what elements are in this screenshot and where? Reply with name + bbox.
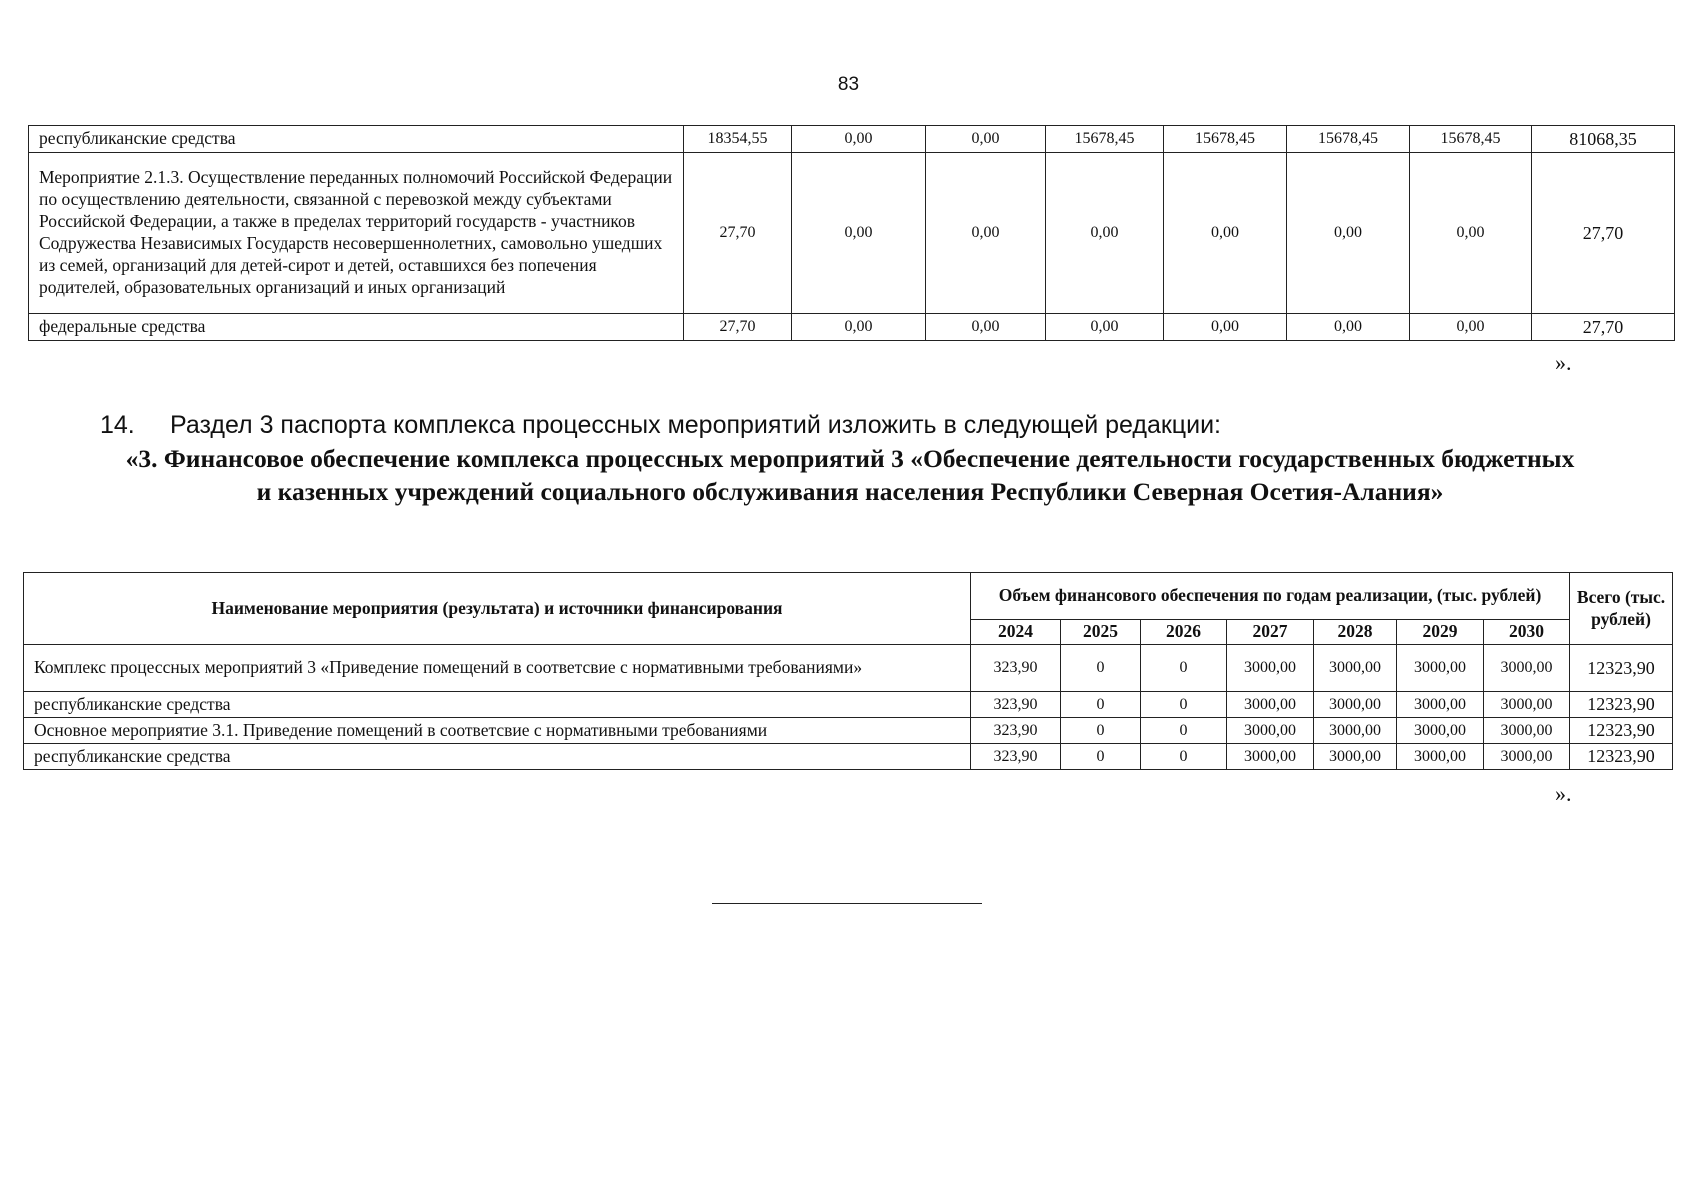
cell-value: 3000,00 <box>1314 744 1397 770</box>
cell-total: 12323,90 <box>1570 645 1673 692</box>
cell-value: 3000,00 <box>1314 645 1397 692</box>
row-name: республиканские средства <box>24 692 971 718</box>
table-row <box>24 744 1673 770</box>
cell-value: 323,90 <box>971 645 1061 692</box>
cell-value: 18354,55 <box>684 126 792 153</box>
cell-value: 3000,00 <box>1397 744 1484 770</box>
cell-value: 0,00 <box>1164 153 1287 314</box>
header-total: Всего (тыс. рублей) <box>1570 573 1673 645</box>
table-row <box>24 645 1673 692</box>
header-year: 2025 <box>1061 620 1141 645</box>
table-row <box>24 692 1673 718</box>
cell-value: 0,00 <box>1287 153 1410 314</box>
table-header-row <box>24 573 1673 620</box>
cell-total: 27,70 <box>1532 314 1675 341</box>
cell-value: 27,70 <box>684 314 792 341</box>
cell-value: 3000,00 <box>1227 744 1314 770</box>
cell-value: 0 <box>1061 718 1141 744</box>
row-name: республиканские средства <box>24 744 971 770</box>
header-name: Наименование мероприятия (результата) и источники финансирования <box>24 573 971 645</box>
cell-value: 0,00 <box>1164 314 1287 341</box>
cell-value: 0,00 <box>926 314 1046 341</box>
cell-value: 3000,00 <box>1484 645 1570 692</box>
table-row <box>24 718 1673 744</box>
table-row <box>29 126 1675 153</box>
cell-value: 15678,45 <box>1164 126 1287 153</box>
header-year: 2024 <box>971 620 1061 645</box>
cell-total: 81068,35 <box>1532 126 1675 153</box>
cell-value: 323,90 <box>971 744 1061 770</box>
cell-value: 0,00 <box>792 126 926 153</box>
cell-total: 27,70 <box>1532 153 1675 314</box>
amendment-paragraph <box>100 411 1221 440</box>
cell-value: 0 <box>1141 744 1227 770</box>
cell-value: 3000,00 <box>1484 744 1570 770</box>
cell-value: 323,90 <box>971 692 1061 718</box>
cell-value: 323,90 <box>971 718 1061 744</box>
section-heading: «3. Финансовое обеспечение комплекса процессных мероприятий 3 «Обеспечение деятельности государственных бюджетных и казенных учреждений социального обслуживания населения Республики Северная Осетия-Алания» <box>125 444 1575 506</box>
cell-value: 0 <box>1141 645 1227 692</box>
paragraph-text: Раздел 3 паспорта комплекса процессных мероприятий изложить в следующей редакции: <box>170 411 1222 439</box>
header-year: 2027 <box>1227 620 1314 645</box>
cell-value: 3000,00 <box>1397 718 1484 744</box>
cell-value: 27,70 <box>684 153 792 314</box>
cell-value: 0,00 <box>926 153 1046 314</box>
cell-value: 0 <box>1141 692 1227 718</box>
cell-total: 12323,90 <box>1570 718 1673 744</box>
cell-value: 3000,00 <box>1227 718 1314 744</box>
cell-value: 0 <box>1061 645 1141 692</box>
cell-value: 0,00 <box>1410 314 1532 341</box>
cell-total: 12323,90 <box>1570 744 1673 770</box>
cell-value: 3000,00 <box>1314 692 1397 718</box>
cell-value: 3000,00 <box>1227 692 1314 718</box>
funding-table <box>23 572 1673 770</box>
header-volume: Объем финансового обеспечения по годам реализации, (тыс. рублей) <box>971 573 1570 620</box>
paragraph-number: 14. <box>100 411 135 439</box>
cell-value: 3000,00 <box>1227 645 1314 692</box>
row-name: федеральные средства <box>29 314 684 341</box>
row-name: Основное мероприятие 3.1. Приведение помещений в соответсвие с нормативными требованиями <box>24 718 971 744</box>
cell-value: 3000,00 <box>1397 645 1484 692</box>
cell-value: 0,00 <box>792 314 926 341</box>
cell-value: 15678,45 <box>1287 126 1410 153</box>
cell-value: 0,00 <box>1046 314 1164 341</box>
cell-value: 0,00 <box>792 153 926 314</box>
cell-value: 3000,00 <box>1397 692 1484 718</box>
cell-value: 15678,45 <box>1410 126 1532 153</box>
cell-value: 15678,45 <box>1046 126 1164 153</box>
cell-value: 0,00 <box>1410 153 1532 314</box>
header-year: 2026 <box>1141 620 1227 645</box>
header-year: 2029 <box>1397 620 1484 645</box>
cell-value: 0,00 <box>1046 153 1164 314</box>
cell-total: 12323,90 <box>1570 692 1673 718</box>
closing-quote: ». <box>1555 781 1572 806</box>
cell-value: 3000,00 <box>1484 692 1570 718</box>
separator-line <box>712 903 982 904</box>
page-number: 83 <box>837 74 860 95</box>
header-year: 2030 <box>1484 620 1570 645</box>
cell-value: 3000,00 <box>1484 718 1570 744</box>
cell-value: 0 <box>1061 692 1141 718</box>
row-name: Мероприятие 2.1.3. Осуществление переданных полномочий Российской Федерации по осуществлению деятельности, связанной с перевозкой между субъектами Российской Федерации, а также в пределах территорий государств - участников Содружества Независимых Государств несовершеннолетних, самовольно ушедших из семей, организаций для детей-сирот и детей, оставшихся без попечения родителей, образовательных организаций и иных организаций <box>29 153 684 314</box>
funding-table-continued <box>28 125 1675 341</box>
cell-value: 0,00 <box>1287 314 1410 341</box>
table-row <box>29 153 1675 314</box>
cell-value: 0 <box>1141 718 1227 744</box>
cell-value: 3000,00 <box>1314 718 1397 744</box>
row-name: республиканские средства <box>29 126 684 153</box>
table-row <box>29 314 1675 341</box>
header-year: 2028 <box>1314 620 1397 645</box>
closing-quote: ». <box>1555 350 1572 375</box>
row-name: Комплекс процессных мероприятий 3 «Приведение помещений в соответсвие с нормативными требованиями» <box>24 645 971 692</box>
cell-value: 0,00 <box>926 126 1046 153</box>
cell-value: 0 <box>1061 744 1141 770</box>
